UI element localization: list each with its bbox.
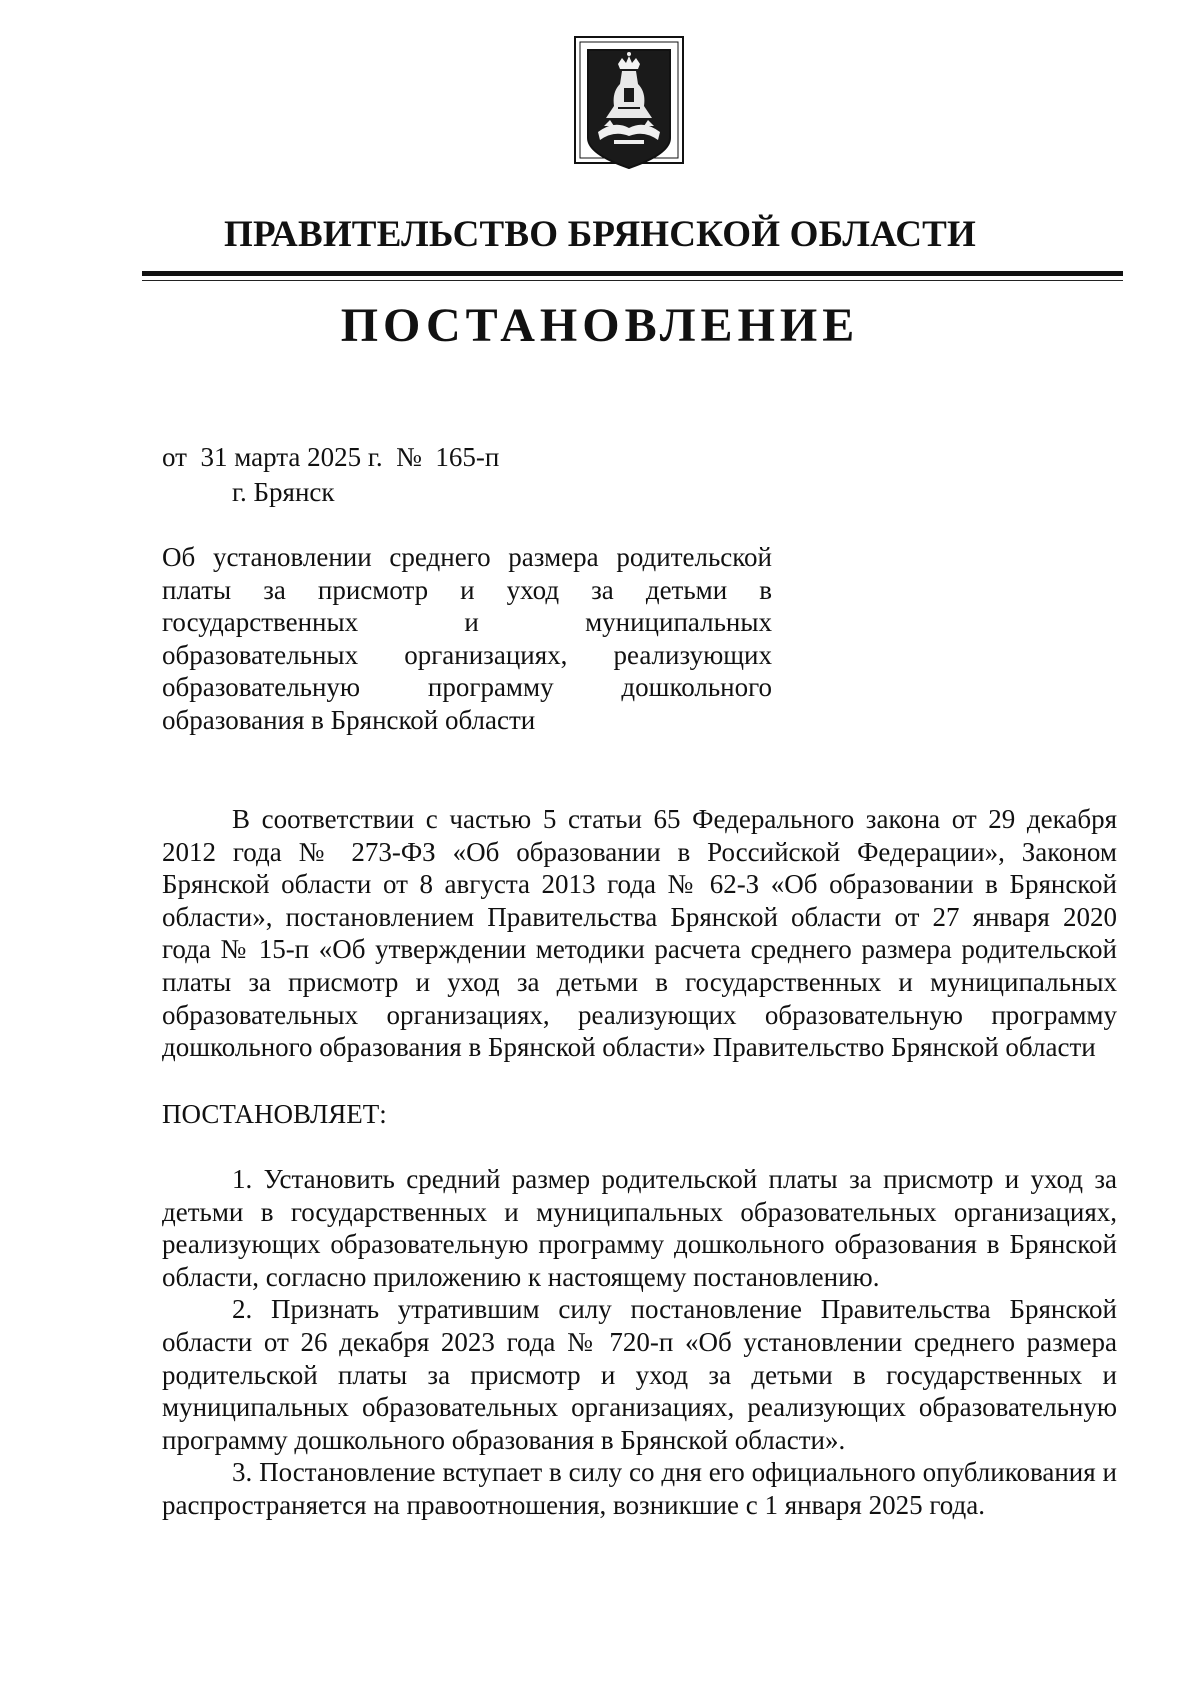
header-rule-thin xyxy=(142,280,1123,281)
resolution-items xyxy=(162,1163,1117,1522)
preamble-section xyxy=(162,803,1117,1064)
resolution-item-3: 3. Постановление вступает в силу со дня его официального опубликования и распространяется на правоотношения, возникшие с 1 января 2025 года. xyxy=(162,1457,1117,1520)
resolves-label: ПОСТАНОВЛЯЕТ: xyxy=(162,1099,387,1129)
resolution-item-2: 2. Признать утратившим силу постановление Правительства Брянской области от 26 декабря 2023 года № 720-п «Об установлении среднего размера родительской платы за присмотр и уход за детьми в государственных и муниципальных образовательных организациях, реализующих образовательную программу дошкольного образования в Брянской области». xyxy=(162,1294,1117,1455)
header-rule-thick xyxy=(142,271,1123,276)
coat-of-arms-icon xyxy=(574,36,684,176)
government-title: ПРАВИТЕЛЬСТВО БРЯНСКОЙ ОБЛАСТИ xyxy=(223,214,977,255)
preamble-paragraph: В соответствии с частью 5 статьи 65 Федерального закона от 29 декабря 2012 года № 273-ФЗ «Об образовании в Российской Федерации», Законом Брянской области от 8 августа 2013 года № 62-З «Об образовании в Брянской области», постановлением Правительства Брянской области от 27 января 2020 года № 15-п «Об утверждении методики расчета среднего размера родительской платы за присмотр и уход за детьми в государственных и муниципальных образовательных организациях, реализующих образовательную программу дошкольного образования в Брянской области» Правительство Брянской области xyxy=(162,804,1117,1063)
resolution-item-1: 1. Установить средний размер родительской платы за присмотр и уход за детьми в государственных и муниципальных образовательных организациях, реализующих образовательную программу дошкольного образования в Брянской области, согласно приложению к настоящему постановлению. xyxy=(162,1164,1117,1292)
city-line: г. Брянск xyxy=(232,477,335,507)
date-and-number: от 31 марта 2025 г. № 165-п xyxy=(162,442,500,472)
document-subject: Об установлении среднего размера родительской платы за присмотр и уход за детьми в государственных и муниципальных образовательных организациях, реализующих образовательную программу дошкольного образования в Брянской области xyxy=(162,542,772,735)
document-kind-title: ПОСТАНОВЛЕНИЕ xyxy=(340,299,860,352)
